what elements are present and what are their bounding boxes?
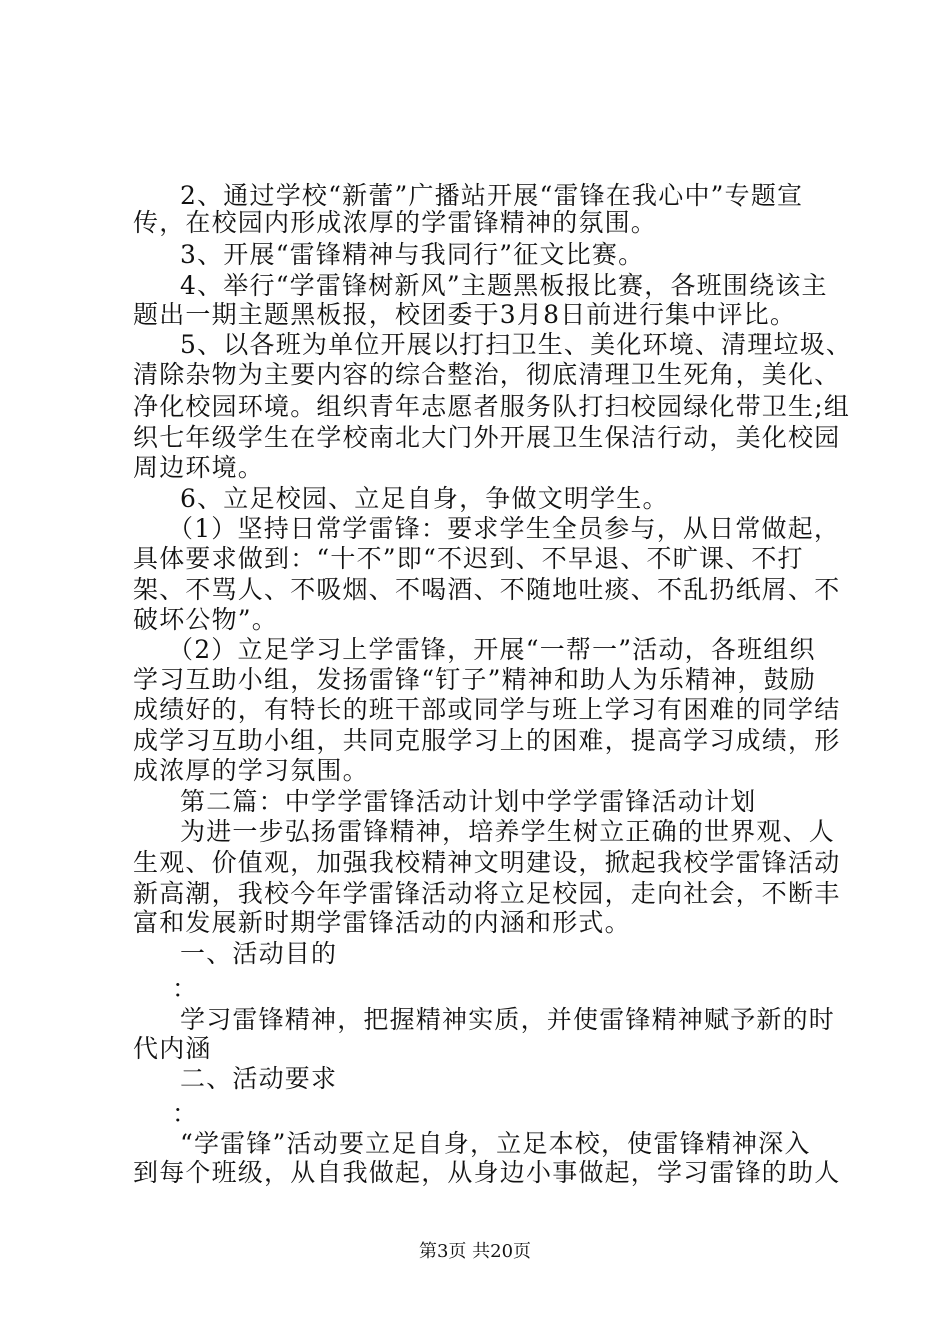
text-line: 成浓厚的学习氛围。	[133, 756, 369, 785]
text-line: （2）立足学习上学雷锋，开展“一帮一”活动，各班组织	[168, 635, 816, 664]
text-line: 3、开展“雷锋精神与我同行”征文比赛。	[180, 240, 645, 269]
text-line: 生观、价值观，加强我校精神文明建设，掀起我校学雷锋活动	[133, 848, 841, 877]
section-title: 第二篇：中学学雷锋活动计划中学学雷锋活动计划	[180, 787, 757, 816]
text-line: 架、不骂人、不吸烟、不喝酒、不随地吐痰、不乱扔纸屑、不	[133, 575, 841, 604]
text-line: 富和发展新时期学雷锋活动的内涵和形式。	[133, 908, 631, 937]
section-heading: 一、活动目的	[180, 939, 338, 968]
text-line: 5、以各班为单位开展以打扫卫生、美化环境、清理垃圾、	[180, 330, 853, 359]
text-line: 6、立足校园、立足自身，争做文明学生。	[180, 484, 669, 513]
text-line: 织七年级学生在学校南北大门外开展卫生保洁行动，美化校园	[133, 423, 841, 452]
text-line: “学雷锋”活动要立足自身，立足本校，使雷锋精神深入	[180, 1129, 811, 1158]
text-line: 到每个班级，从自我做起，从身边小事做起，学习雷锋的助人	[133, 1158, 841, 1187]
text-line: 成学习互助小组，共同克服学习上的困难，提高学习成绩，形	[133, 726, 841, 755]
colon-line: ：	[172, 974, 199, 1003]
text-line: 题出一期主题黑板报，校团委于3月8日前进行集中评比。	[133, 300, 797, 329]
text-line: 清除杂物为主要内容的综合整治，彻底清理卫生死角，美化、	[133, 360, 841, 389]
text-line: 具体要求做到：“十不”即“不迟到、不早退、不旷课、不打	[133, 544, 804, 573]
text-line: 新高潮，我校今年学雷锋活动将立足校园，走向社会，不断丰	[133, 879, 841, 908]
section-heading: 二、活动要求	[180, 1064, 338, 1093]
text-line: 传，在校园内形成浓厚的学雷锋精神的氛围。	[133, 208, 658, 237]
text-line: 成绩好的，有特长的班干部或同学与班上学习有困难的同学结	[133, 695, 841, 724]
text-line: 为进一步弘扬雷锋精神，培养学生树立正确的世界观、人	[180, 817, 836, 846]
text-line: （1）坚持日常学雷锋：要求学生全员参与，从日常做起，	[168, 514, 841, 543]
colon-line: ：	[172, 1099, 199, 1128]
page-number-footer: 第3页 共20页	[418, 1241, 532, 1262]
text-line: 破坏公物”。	[133, 605, 278, 634]
text-line: 周边环境。	[133, 453, 265, 482]
text-line: 2、通过学校“新蕾”广播站开展“雷锋在我心中”专题宣	[180, 181, 804, 210]
text-line: 代内涵	[133, 1034, 212, 1063]
text-line: 4、举行“学雷锋树新风”主题黑板报比赛，各班围绕该主	[180, 271, 828, 300]
text-line: 学习互助小组，发扬雷锋“钉子”精神和助人为乐精神，鼓励	[133, 665, 816, 694]
text-line: 学习雷锋精神，把握精神实质，并使雷锋精神赋予新的时	[180, 1005, 836, 1034]
text-line: 净化校园环境。组织青年志愿者服务队打扫校园绿化带卫生;组	[133, 392, 851, 421]
